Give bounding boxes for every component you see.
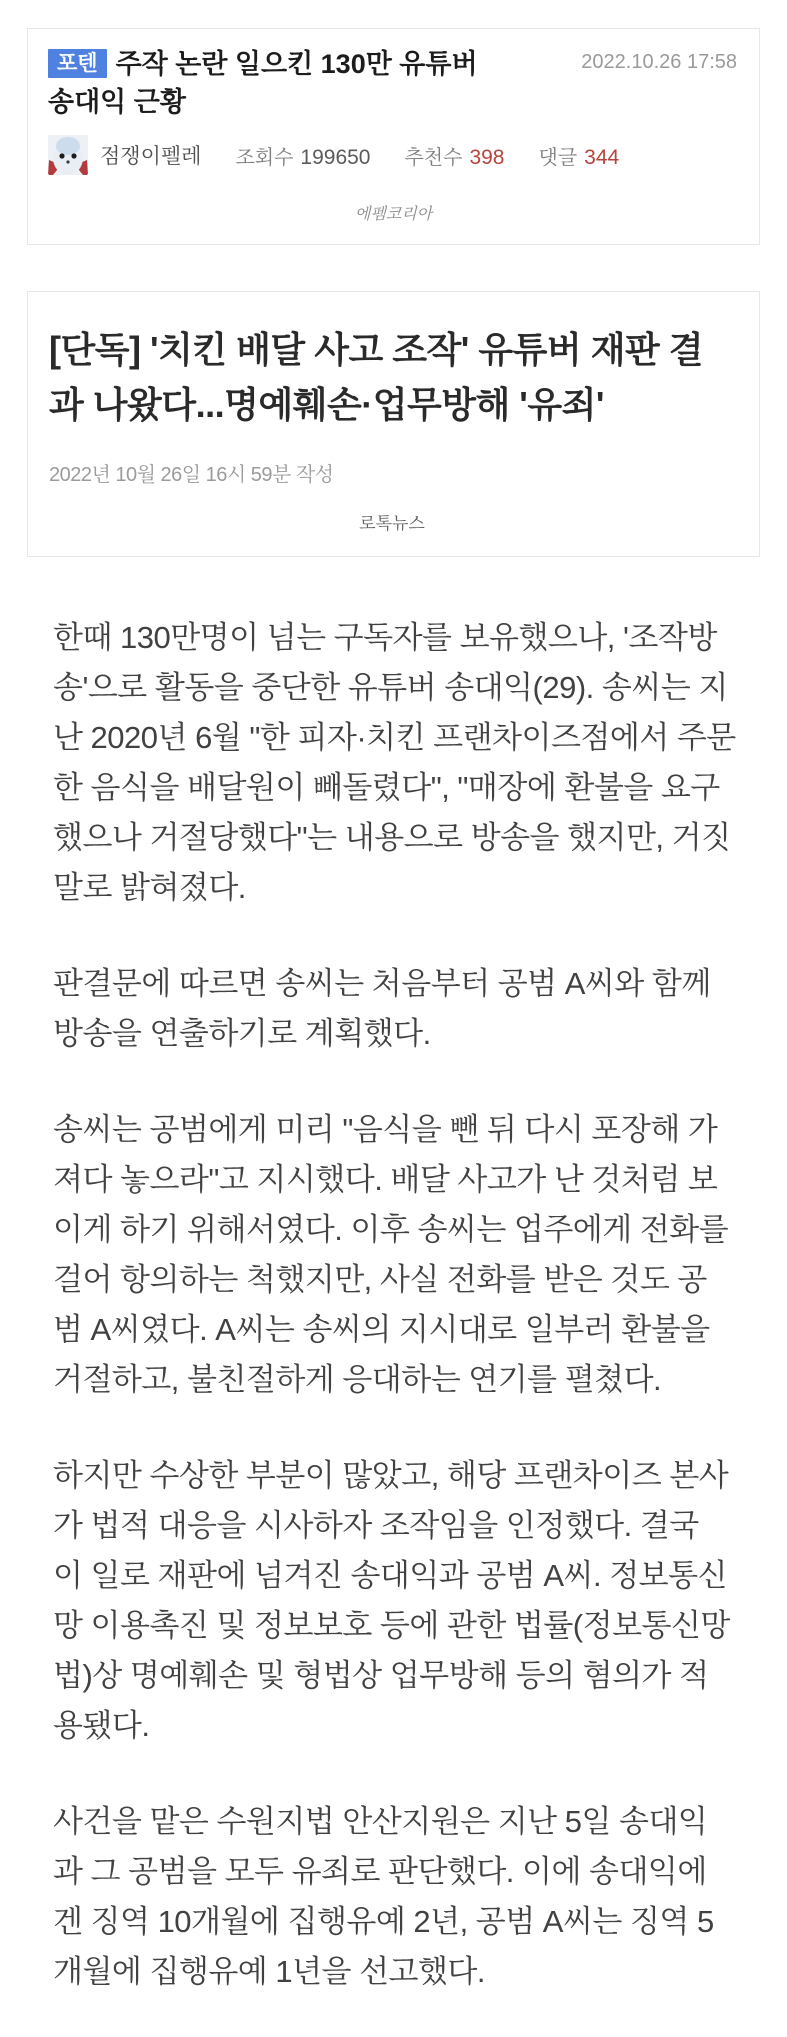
news-watermark: 로톡뉴스 [359, 514, 425, 533]
like-count [404, 141, 504, 170]
author-nickname[interactable]: 점쟁이펠레 [100, 145, 202, 168]
article-headline: [단독] '치킨 배달 사고 조작' 유튜버 재판 결과 나왔다...명예훼손·업무방해 '유죄' [49, 329, 704, 425]
comment-count-label: 댓글 [538, 146, 578, 169]
article-paragraph: 한때 130만명이 넘는 구독자를 보유했으나, '조작방송'으로 활동을 중단한 유튜버 송대익(29). 송씨는 지난 2020년 6월 "한 피자·치킨 프랜차이즈점에서 주문한 음식을 배달원이 빼돌렸다", "매장에 환불을 요구했으나 거절당했다"는 내용으로 방송을 했지만, 거짓말로 밝혀졌다. [53, 620, 736, 905]
article-paragraph: 송씨는 공범에게 미리 "음식을 뺀 뒤 다시 포장해 가져다 놓으라"고 지시했다. 배달 사고가 난 것처럼 보이게 하기 위해서였다. 이후 송씨는 업주에게 전화를 걸어 항의하는 척했지만, 사실 전화를 받은 것도 공범 A씨였다. A씨는 송씨의 지시대로 일부러 환불을 거절하고, 불친절하게 응대하는 연기를 펼쳤다. [53, 1112, 729, 1397]
view-count [235, 141, 370, 170]
news-article-card [27, 291, 760, 557]
post-title-text: 주작 논란 일으킨 130만 유튜버 송대익 근황 [48, 49, 478, 117]
article-body [53, 613, 736, 1997]
comment-count-value: 344 [584, 145, 620, 169]
avatar-image [48, 135, 88, 175]
article-date: 2022년 10월 26일 16시 59분 작성 [49, 464, 334, 486]
post-timestamp: 2022.10.26 17:58 [581, 51, 737, 73]
view-count-value: 199650 [300, 145, 371, 169]
article-paragraph: 판결문에 따르면 송씨는 처음부터 공범 A씨와 함께 방송을 연출하기로 계획했다. [53, 966, 711, 1051]
comment-count [539, 141, 620, 170]
avatar[interactable] [48, 135, 88, 175]
view-count-label: 조회수 [235, 146, 294, 169]
author-row [48, 135, 739, 175]
board-badge[interactable]: 포텐 [48, 49, 107, 78]
article-paragraph: 하지만 수상한 부분이 많았고, 해당 프랜차이즈 본사가 법적 대응을 시사하자 조작임을 인정했다. 결국 이 일로 재판에 넘겨진 송대익과 공범 A씨. 정보통신망 이용촉진 및 정보보호 등에 관한 법률(정보통신망법)상 명예훼손 및 형법상 업무방해 등의 혐의가 적용됐다. [53, 1458, 730, 1743]
article-paragraph: 사건을 맡은 수원지법 안산지원은 지난 5일 송대익과 그 공범을 모두 유죄로 판단했다. 이에 송대익에겐 징역 10개월에 집행유예 2년, 공범 A씨는 징역 5개월에 집행유예 1년을 선고했다. [53, 1804, 714, 1989]
site-watermark: 에펨코리아 [354, 206, 433, 223]
like-count-label: 추천수 [404, 146, 463, 169]
post-header-card [27, 28, 760, 245]
like-count-value: 398 [469, 145, 505, 169]
